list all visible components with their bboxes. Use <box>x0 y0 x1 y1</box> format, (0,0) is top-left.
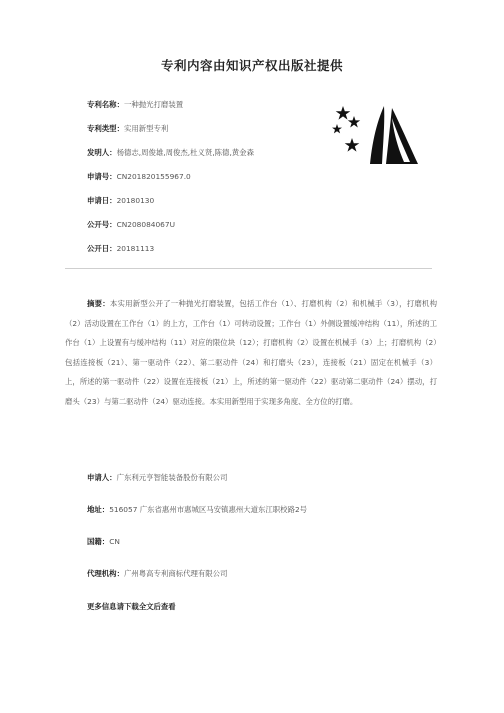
meta-row-title <box>87 100 183 110</box>
info-label: 代理机构： <box>87 569 124 578</box>
abstract <box>65 294 437 412</box>
meta-value: 杨德志,周俊雄,周俊杰,杜义贤,陈德,黄金森 <box>116 148 254 157</box>
meta-value: 实用新型专利 <box>123 124 169 133</box>
page-title: 专利内容由知识产权出版社提供 <box>160 58 343 73</box>
info-label: 地址： <box>87 505 110 514</box>
info-value: 516057 广东省惠州市惠城区马安镇惠州大道东江职校路2号 <box>109 505 308 514</box>
divider <box>65 268 432 269</box>
meta-label: 专利名称： <box>87 100 124 109</box>
cnipa-emblem-icon <box>326 104 422 166</box>
download-more-link[interactable]: 更多信息请下载全文后查看 <box>87 602 176 611</box>
meta-label: 申请日： <box>87 196 117 205</box>
meta-label: 申请号： <box>87 172 117 181</box>
info-label: 申请人： <box>87 473 117 482</box>
abstract-text: 本实用新型公开了一种抛光打磨装置，包括工作台（1）、打磨机构（2）和机械手（3），打磨机构（2）活动设置在工作台（1）的上方，工作台（1）可转动设置；工作台（1）外侧设置缓冲结构（11），所述的工作台（1）上设置有与缓冲结构（11）对应的限位块（12）；打磨机构（2）设置在机械手（3）上；打磨机构（2）包括连接板（21）、第一驱动件（22）、第二驱动件（24）和打磨头（23），连接板（21）固定在机械手（3）上，所述的第一驱动件（22）设置在连接板（21）上，所述的第一驱动件（22）驱动第二驱动件（24）摆动，打磨头（23）与第二驱动件（24）驱动连接。本实用新型用于实现多角度、全方位的打磨。 <box>65 299 437 406</box>
meta-label: 公开日： <box>87 244 117 253</box>
meta-value: CN208084067U <box>116 220 175 229</box>
meta-label: 发明人： <box>87 148 117 157</box>
meta-row-application-date <box>87 196 154 206</box>
star-icon <box>345 138 360 152</box>
meta-label: 公开号： <box>87 220 117 229</box>
info-row-address <box>87 505 307 515</box>
info-value: 广东利元亨智能装备股份有限公司 <box>116 473 228 482</box>
info-row-country <box>87 537 120 547</box>
meta-row-inventors <box>87 148 254 158</box>
abstract-label: 摘要： <box>87 299 110 308</box>
meta-value: 20180130 <box>116 196 155 205</box>
meta-row-publication-date <box>87 244 154 254</box>
meta-row-type <box>87 124 168 134</box>
star-icon <box>348 116 360 128</box>
star-icon <box>336 106 351 120</box>
info-label: 国籍： <box>87 537 110 546</box>
info-value: CN <box>109 537 120 546</box>
meta-value: CN201820155967.0 <box>116 172 191 181</box>
meta-row-application-number <box>87 172 191 182</box>
meta-row-publication-number <box>87 220 175 230</box>
meta-label: 专利类型： <box>87 124 124 133</box>
info-value: 广州粤高专利商标代理有限公司 <box>123 569 228 578</box>
meta-value: 一种抛光打磨装置 <box>123 100 184 109</box>
star-icon <box>332 124 342 133</box>
info-row-agency <box>87 569 227 579</box>
info-row-applicant <box>87 473 227 483</box>
meta-value: 20181113 <box>116 244 155 253</box>
